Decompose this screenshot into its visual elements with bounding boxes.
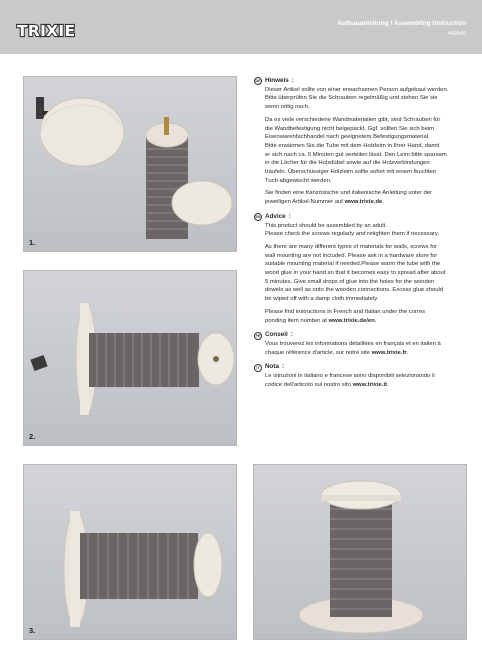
step-number: 2.	[29, 432, 36, 441]
section-title-fr: Conseil	[265, 331, 288, 339]
step-4-illustration	[254, 465, 467, 640]
section-title-en: Advice	[265, 212, 286, 220]
assembly-photo-4	[253, 464, 467, 640]
assembly-photo-2	[23, 270, 237, 446]
language-de-icon: DE	[255, 79, 261, 84]
step-number: 1.	[29, 238, 36, 247]
language-fr-icon: FR	[255, 333, 261, 338]
section-fr: FR Conseil : Vous trouverez les informations détaillées en français et en italien à chaque référence d'article, sur notre site www.trixie.fr.	[255, 331, 441, 356]
website-link-en[interactable]: www.trixie.de/en	[328, 317, 375, 324]
language-it-icon: IT	[254, 364, 262, 372]
top-plate	[172, 181, 232, 225]
brand-text: TRIXIE	[17, 22, 76, 40]
website-link-de[interactable]: www.trixie.de	[344, 199, 383, 206]
base-plate	[40, 98, 124, 166]
section-de: DE Hinweis : Dieser Artikel sollte von einer erwachsenen Person aufgebaut werden. Bitte überprüfen Sie die Schrauben regelmäßig und ziehen Sie sie wenn nötig nach. Da es viele verschiedene Wandmaterialien gibt, sind Schrauben für die Wandbefestigung nicht beigepackt. Ggf. sollten Sie sich beim Eisenwarenfachhandel nach geeignetem Befestigungsmaterial. Bitte erwärmen Sie die Tube mit dem Holzleim in Ihrer Hand, damit er sich nach ca. 5 Minuten gut verteilen lässt. Den Leim bitte sparsam in die Löcher für die Holzdübel sowie auf die Holzverbindungen träufeln. Überschüssiger Holzleim sollte sofort mit einem feuchten Tuch abgewischt werden. Sie finden eine französische und italienische Anleitung unter der jeweiligen Artikel-Nummer auf www.trixie.de.	[255, 77, 449, 206]
section-it: IT Nota : Le istruzioni in italiano e francese sono disponibili selezionando il codice dell'articolo sul nostro sito www.trixie.it.	[254, 363, 468, 389]
assembly-photo-1	[23, 76, 237, 252]
trixie-logo	[16, 19, 78, 41]
website-link-it[interactable]: www.trixie.it	[352, 381, 388, 388]
assembly-photo-3	[23, 464, 237, 640]
step-3-illustration	[24, 465, 237, 640]
language-en-icon: EN	[255, 215, 261, 220]
header-bar	[0, 0, 482, 54]
wall-bracket-icon	[36, 97, 44, 119]
screw-icon	[164, 117, 169, 135]
step-number: 3.	[29, 626, 36, 635]
instructions-text	[254, 77, 468, 395]
website-link-fr[interactable]: www.trixie.fr	[371, 349, 407, 356]
step-2-illustration	[24, 271, 237, 446]
section-en: EN Advice : This product should be assembled by an adult. Please check the screws regularly and retighten them if necessary. As there are many different types of materials for walls, screws for wall mounting are not included. Please ask in a hardware store for suitable mounting material if needed.Please warm the tube with the wood glue in your hand so that it becomes easy to spread after about 5 minutes. Give small drops of glue into the holes for the wooden dowels as well as onto the wooden connections. Excess glue should be wiped off with a damp cloth immediately. Please find instructions in French and Italian under the corres ponding item number at www.trixie.de/en.	[255, 212, 446, 324]
section-title-de: Hinweis	[265, 77, 289, 84]
step-1-illustration	[24, 77, 237, 252]
item-number: #49945	[447, 31, 466, 37]
section-title-it: Nota	[265, 363, 279, 371]
wall-bracket-icon	[30, 355, 47, 371]
document-title: Aufbauanleitung / Assembling Instruction	[337, 20, 466, 27]
top-plate	[194, 533, 222, 597]
